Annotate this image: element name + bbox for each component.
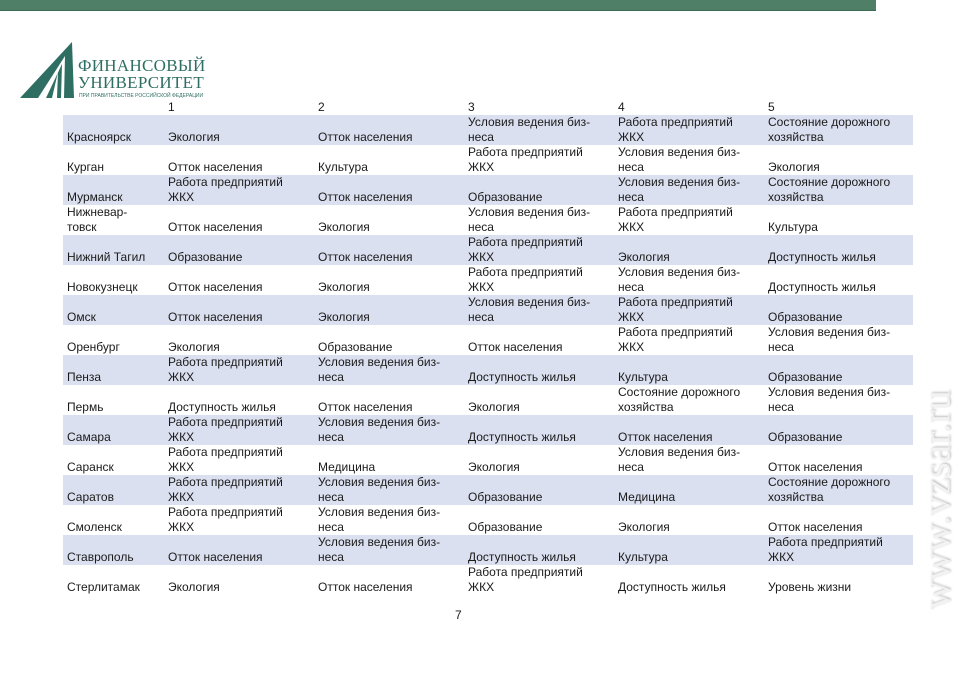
priority-cell: Работа предприятий ЖКХ [464, 235, 614, 265]
priority-cell: Культура [614, 535, 764, 565]
priority-cell: Условия ведения биз- неса [314, 535, 464, 565]
table-row [63, 325, 913, 355]
priority-cell: Экология [468, 460, 520, 474]
table-row [63, 415, 913, 445]
priority-cell: Условия ведения биз- неса [768, 385, 891, 414]
priority-cell: Образование [318, 340, 393, 354]
priority-cell: Доступность жилья [464, 415, 614, 445]
table-row [63, 115, 913, 145]
priority-cell: Условия ведения биз- неса [614, 175, 764, 205]
priority-cell: Доступность жилья [768, 280, 876, 294]
priority-cell: Экология [168, 580, 220, 594]
priority-cell: Экология [168, 340, 220, 354]
priority-cell: Культура [768, 220, 818, 234]
priority-cell: Условия ведения биз- неса [768, 325, 891, 354]
priority-cell: Культура [318, 160, 368, 174]
priority-cell: Экология [318, 280, 370, 294]
priority-cell: Работа предприятий ЖКХ [618, 325, 733, 354]
priority-cell: Работа предприятий ЖКХ [468, 265, 583, 294]
priority-cell: Образование [464, 175, 614, 205]
priority-cell: Отток населения [614, 415, 764, 445]
table-row [63, 265, 913, 295]
table-row [63, 295, 913, 325]
column-header [63, 100, 164, 115]
priority-cell: Экология [468, 400, 520, 414]
page-number: 7 [455, 608, 462, 622]
table-row [63, 445, 913, 475]
table-row [63, 385, 913, 415]
table-row [63, 475, 913, 505]
table-row [63, 205, 913, 235]
city-cell: Стерлитамак [67, 580, 140, 594]
priority-cell: Образование [164, 235, 314, 265]
priority-cell: Образование [764, 355, 913, 385]
priority-cell: Экология [768, 160, 820, 174]
city-cell: Новокузнецк [67, 280, 138, 294]
watermark-text: www.vzsar.ru [913, 390, 959, 610]
priority-cell: Доступность жилья [168, 400, 276, 414]
priority-cell: Работа предприятий ЖКХ [164, 355, 314, 385]
priority-cell: Работа предприятий ЖКХ [468, 565, 583, 594]
priority-cell: Работа предприятий ЖКХ [164, 475, 314, 505]
city-cell: Пенза [63, 355, 164, 385]
priority-cell: Отток населения [318, 580, 413, 594]
priority-cell: Состояние дорожного хозяйства [764, 175, 913, 205]
priority-cell: Состояние дорожного хозяйства [764, 475, 913, 505]
priority-cell: Отток населения [314, 235, 464, 265]
priority-cell: Доступность жилья [618, 580, 726, 594]
priority-cell: Образование [764, 295, 913, 325]
city-cell: Смоленск [67, 520, 122, 534]
column-header: 2 [318, 100, 325, 114]
header-accent-bar [0, 0, 876, 11]
city-cell: Самара [63, 415, 164, 445]
priority-cell: Работа предприятий ЖКХ [614, 115, 764, 145]
table-row [63, 355, 913, 385]
priority-cell: Культура [614, 355, 764, 385]
priority-cell: Условия ведения биз- неса [314, 475, 464, 505]
table-header-row [63, 100, 913, 115]
city-cell: Саранск [67, 460, 114, 474]
priority-cell: Экология [164, 115, 314, 145]
city-cell: Оренбург [67, 340, 120, 354]
priority-cell: Условия ведения биз- неса [618, 265, 741, 294]
priority-cell: Образование [764, 415, 913, 445]
priority-cell: Образование [468, 520, 543, 534]
priority-cell: Работа предприятий ЖКХ [614, 295, 764, 325]
priority-cell: Работа предприятий ЖКХ [164, 415, 314, 445]
priority-cell: Отток населения [314, 115, 464, 145]
priority-cell: Доступность жилья [464, 535, 614, 565]
priority-cell: Условия ведения биз- неса [464, 115, 614, 145]
city-cell: Ставрополь [63, 535, 164, 565]
priority-cell: Отток населения [168, 280, 263, 294]
table-row [63, 235, 913, 265]
priority-cell: Условия ведения биз- неса [468, 205, 591, 234]
city-cell: Нижний Тагил [63, 235, 164, 265]
priority-cell: Экология [314, 295, 464, 325]
priority-cell: Условия ведения биз- неса [314, 355, 464, 385]
priority-cell: Образование [464, 475, 614, 505]
logo-line-3: ПРИ ПРАВИТЕЛЬСТВЕ РОССИЙСКОЙ ФЕДЕРАЦИИ [79, 93, 204, 99]
priority-cell: Отток населения [164, 535, 314, 565]
city-cell: Красноярск [63, 115, 164, 145]
priority-cell: Состояние дорожного хозяйства [764, 115, 913, 145]
city-cell: Мурманск [63, 175, 164, 205]
priority-cell: Отток населения [318, 400, 413, 414]
priority-cell: Работа предприятий ЖКХ [168, 445, 283, 474]
priority-cell: Работа предприятий ЖКХ [618, 205, 733, 234]
priority-cell: Медицина [614, 475, 764, 505]
priority-cell: Состояние дорожного хозяйства [618, 385, 741, 414]
priority-cell: Работа предприятий ЖКХ [764, 535, 913, 565]
table-row [63, 565, 913, 595]
priority-cell: Уровень жизни [768, 580, 852, 594]
priority-cell: Условия ведения биз- неса [318, 505, 441, 534]
city-cell: Саратов [63, 475, 164, 505]
priority-cell: Доступность жилья [764, 235, 913, 265]
priority-cell: Медицина [318, 460, 376, 474]
priority-cell: Экология [614, 235, 764, 265]
priority-cell: Отток населения [168, 220, 263, 234]
column-header: 5 [768, 100, 775, 114]
priority-cell: Отток населения [314, 175, 464, 205]
column-header: 4 [618, 100, 625, 114]
priority-cell: Условия ведения биз- неса [314, 415, 464, 445]
priority-cell: Отток населения [468, 340, 563, 354]
priority-cell: Работа предприятий ЖКХ [164, 175, 314, 205]
logo-line-1: ФИНАНСОВЫЙ [78, 56, 206, 75]
priority-cell: Отток населения [168, 160, 263, 174]
column-header: 1 [168, 100, 175, 114]
watermark [913, 335, 959, 665]
priority-cell: Отток населения [164, 295, 314, 325]
table-row [63, 535, 913, 565]
priority-cell: Работа предприятий ЖКХ [168, 505, 283, 534]
priority-cell: Отток населения [768, 460, 863, 474]
city-cell: Нижневар- товск [67, 205, 128, 234]
priority-cell: Условия ведения биз- неса [464, 295, 614, 325]
priority-cell: Условия ведения биз- неса [618, 445, 741, 474]
table-row [63, 505, 913, 535]
priority-cell: Доступность жилья [464, 355, 614, 385]
column-header: 3 [468, 100, 475, 114]
university-logo [18, 42, 218, 104]
priority-cell: Условия ведения биз- неса [618, 145, 741, 174]
city-cell: Омск [63, 295, 164, 325]
city-cell: Курган [67, 160, 104, 174]
priority-cell: Отток населения [768, 520, 863, 534]
table-row [63, 145, 913, 175]
priorities-table [63, 100, 913, 595]
table-row [63, 175, 913, 205]
priority-cell: Экология [318, 220, 370, 234]
priority-cell: Работа предприятий ЖКХ [468, 145, 583, 174]
priority-cell: Экология [618, 520, 670, 534]
logo-line-2: УНИВЕРСИТЕТ [78, 73, 205, 92]
logo-sail-icon [18, 42, 78, 100]
city-cell: Пермь [67, 400, 104, 414]
